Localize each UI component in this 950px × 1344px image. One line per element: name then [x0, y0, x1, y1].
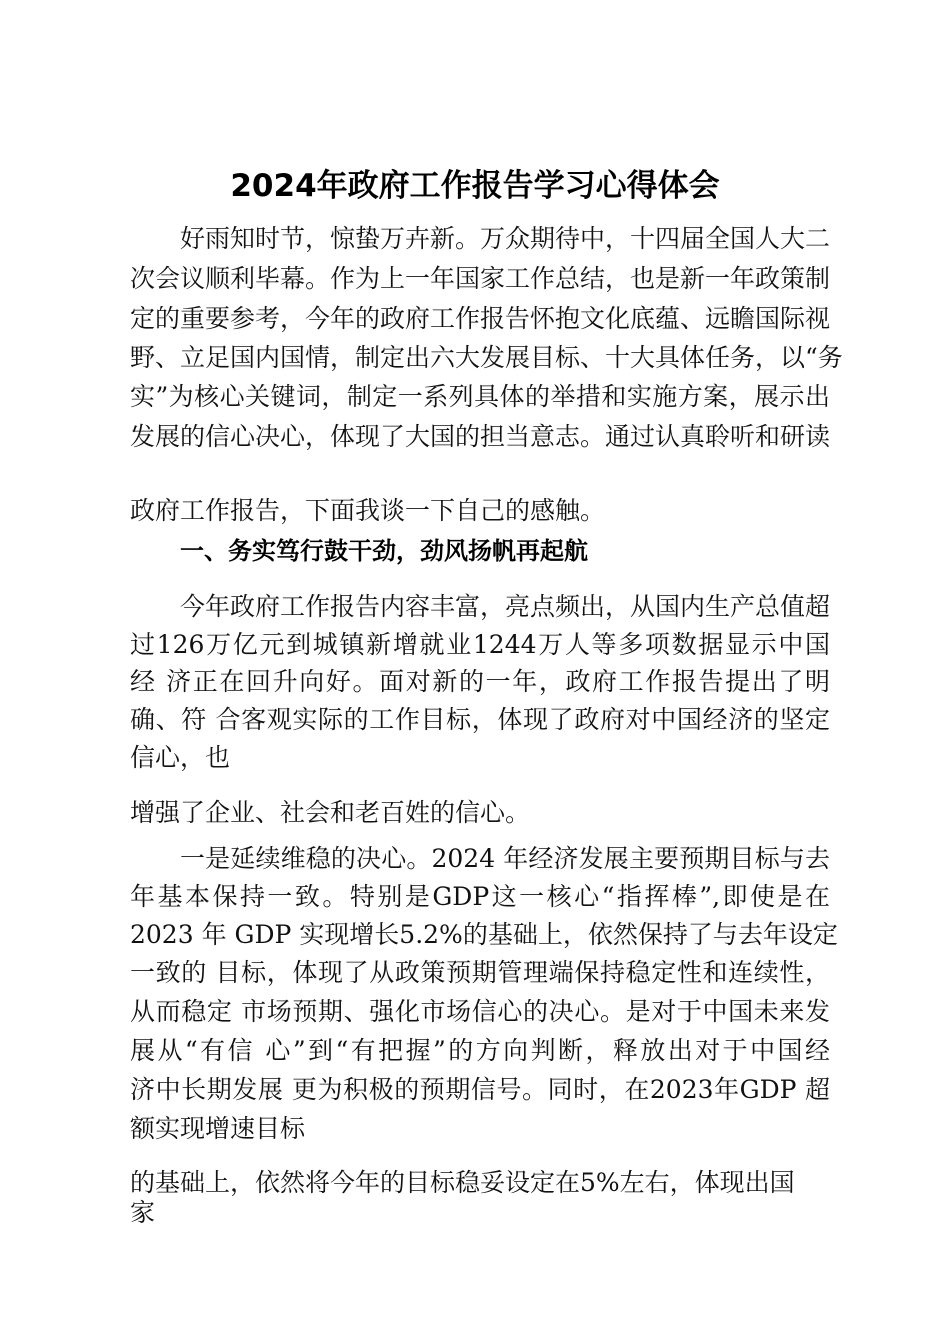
paragraph-line: 的基础上，依然将今年的目标稳妥设定在5%左右，体现出国	[130, 1168, 795, 1197]
paragraph-line: 额实现增速目标	[130, 1114, 306, 1143]
paragraph-line: 过126万亿元到城镇新增就业1244万人等多项数据显示中国	[130, 630, 830, 659]
paragraph-line: 展从“有信 心”到“有把握”的方向判断，释放出对于中国经	[130, 1036, 830, 1065]
paragraph-line: 年基本保持一致。特别是GDP这一核心“指挥棒”,即使是在	[130, 882, 830, 911]
paragraph-line: 家	[130, 1198, 156, 1227]
paragraph-line: 增强了企业、社会和老百姓的信心。	[130, 798, 531, 827]
paragraph-line: 一是延续维稳的决心。2024 年经济发展主要预期目标与去	[180, 844, 830, 873]
paragraph-line: 一致的 目标，体现了从政策预期管理端保持稳定性和连续性，	[130, 958, 830, 987]
paragraph-line: 从而稳定 市场预期、强化市场信心的决心。是对于中国未来发	[130, 997, 830, 1026]
paragraph-line: 确、符 合客观实际的工作目标，体现了政府对中国经济的坚定	[130, 705, 830, 734]
paragraph-line: 野、立足国内国情，制定出六大发展目标、十大具体任务，以“务	[130, 343, 843, 372]
paragraph-line: 今年政府工作报告内容丰富，亮点频出，从国内生产总值超	[180, 592, 831, 621]
paragraph-line: 定的重要参考，今年的政府工作报告怀抱文化底蕴、远瞻国际视	[130, 304, 831, 333]
paragraph-line: 2023 年 GDP 实现增长5.2%的基础上，依然保持了与去年设定	[130, 920, 838, 949]
section-heading: 一、务实笃行鼓干劲，劲风扬帆再起航	[180, 537, 588, 565]
paragraph-line: 经 济正在回升向好。面对新的一年，政府工作报告提出了明	[130, 667, 830, 696]
document-title: 2024年政府工作报告学习心得体会	[230, 168, 720, 204]
paragraph-line: 济中长期发展 更为积极的预期信号。同时，在2023年GDP 超	[130, 1075, 830, 1104]
paragraph-line: 次会议顺利毕幕。作为上一年国家工作总结，也是新一年政策制	[130, 264, 831, 293]
paragraph-line: 信心，也	[130, 743, 231, 772]
paragraph-line: 好雨知时节，惊蛰万卉新。万众期待中，十四届全国人大二	[180, 224, 831, 253]
paragraph-line: 发展的信心决心，体现了大国的担当意志。通过认真聆听和研读	[130, 422, 831, 451]
paragraph-line: 实”为核心关键词，制定一系列具体的举措和实施方案，展示出	[130, 382, 830, 411]
paragraph-line: 政府工作报告，下面我谈一下自己的感触。	[130, 496, 606, 525]
